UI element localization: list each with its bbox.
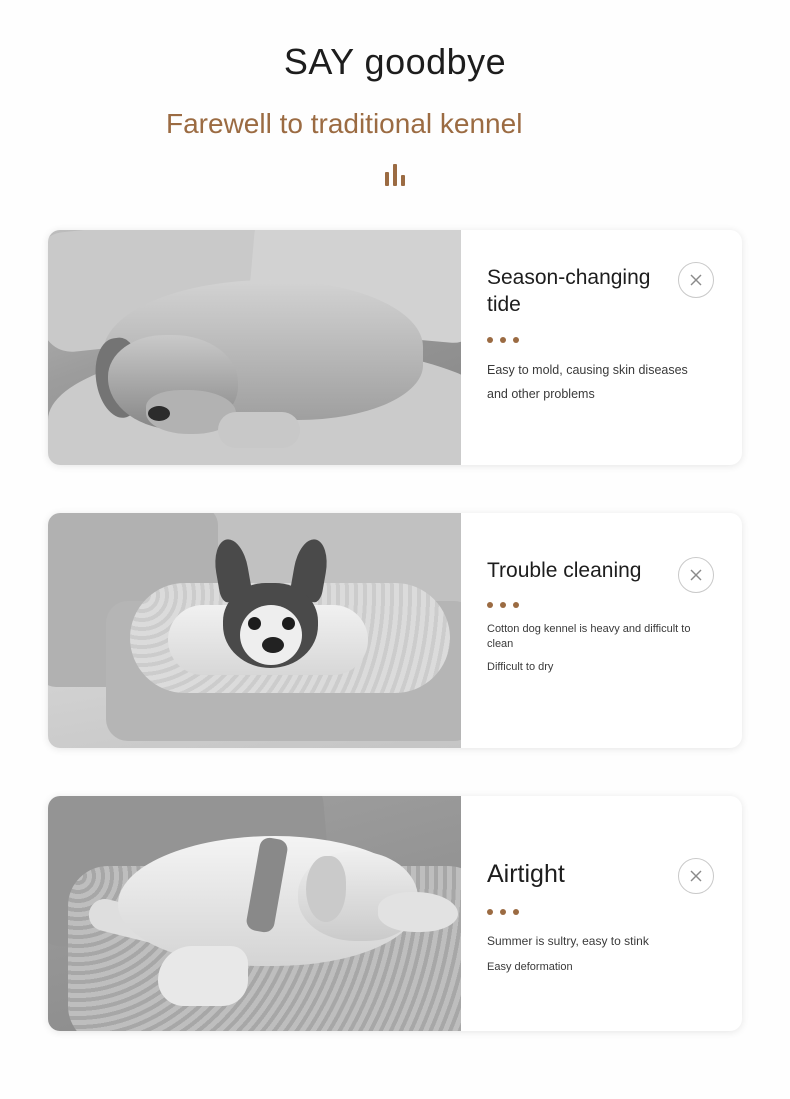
card-description: Summer is sultry, easy to stink [487,933,649,948]
close-circle-icon[interactable] [678,262,714,298]
card-photo-airtight [48,796,461,1031]
page-header [0,0,790,186]
card-description: Easy to mold, causing skin diseases and other problems [487,362,688,401]
feature-card-list [0,230,790,1031]
card-heading: Trouble cleaning [487,559,642,583]
list-item[interactable] [48,796,742,1031]
card-description: Cotton dog kennel is heavy and difficult to clean [487,623,691,651]
card-body [461,796,742,1031]
three-dots-icon [487,602,720,608]
list-item[interactable] [48,230,742,465]
bar-chart-icon [0,160,790,186]
close-circle-icon[interactable] [678,858,714,894]
page-subtitle-wrap [0,104,790,145]
card-description-secondary: Easy deformation [487,961,573,974]
list-item[interactable] [48,513,742,748]
card-photo-season-changing-tide [48,230,461,465]
card-description-secondary: Difficult to dry [487,661,554,674]
card-body [461,513,742,748]
page-subtitle: Farewell to traditional kennel [166,107,523,139]
card-photo-trouble-cleaning [48,513,461,748]
card-body [461,230,742,465]
three-dots-icon [487,337,720,343]
three-dots-icon [487,909,720,915]
card-heading: Airtight [487,860,565,889]
card-heading: Season-changing tide [487,266,651,317]
close-circle-icon[interactable] [678,557,714,593]
page-title: SAY goodbye [283,41,507,82]
